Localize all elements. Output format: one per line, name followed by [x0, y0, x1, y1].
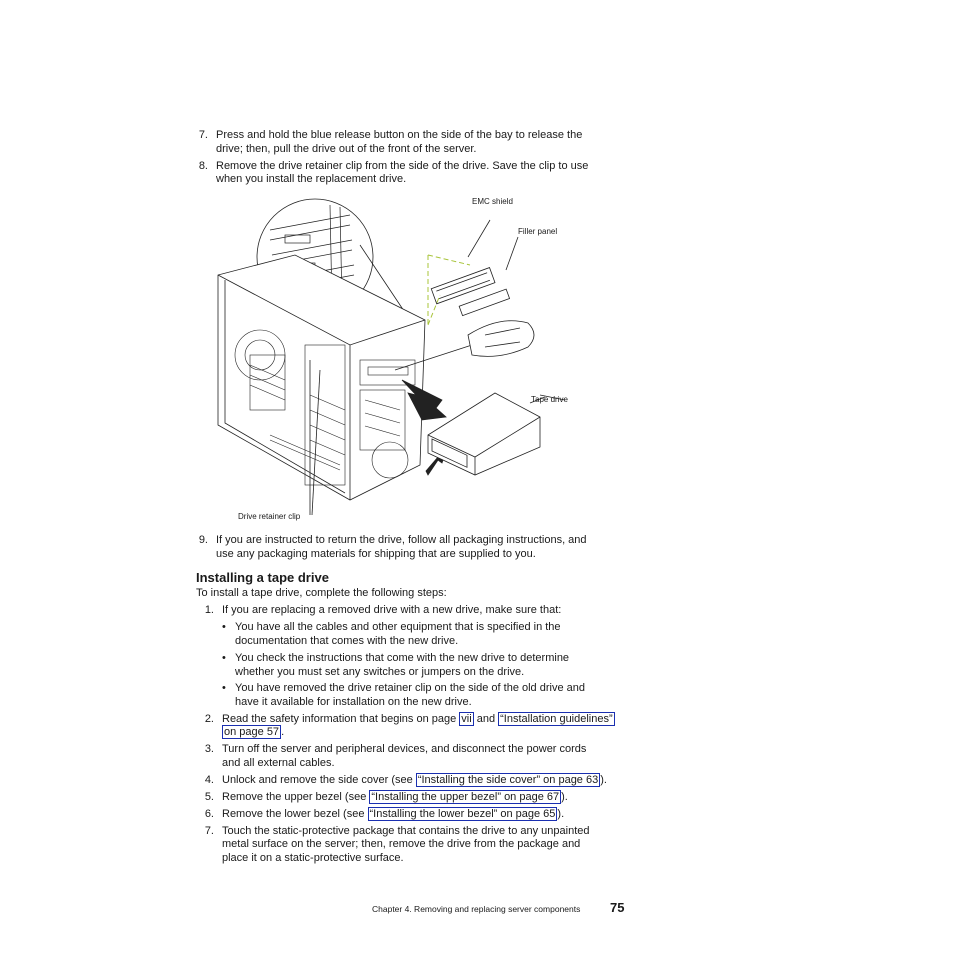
step-text	[222, 807, 564, 821]
step-text: If you are replacing a removed drive with a new drive, make sure that:	[222, 604, 562, 616]
step-text: Remove the drive retainer clip from the side of the drive. Save the clip to use	[216, 160, 589, 172]
emc-shield-label: EMC shield	[472, 197, 513, 206]
step-number: 6.	[204, 808, 214, 820]
step-text: Turn off the server and peripheral devices, and disconnect the power cords	[222, 743, 587, 755]
step-text: Touch the static-protective package that contains the drive to any unpainted	[222, 825, 590, 837]
step-text	[222, 790, 568, 804]
step-text-segment: Unlock and remove the side cover (see	[222, 774, 416, 786]
footer-chapter: Chapter 4. Removing and replacing server components	[372, 904, 581, 914]
bullet-marker: •	[222, 621, 226, 633]
bullet-marker: •	[222, 652, 226, 664]
step-number: 3.	[204, 743, 214, 755]
bullet-text: whether you must set any switches or jumpers on the drive.	[235, 666, 525, 678]
step-number: 9.	[198, 534, 208, 546]
step-number: 8.	[198, 160, 208, 172]
step-text-segment: ).	[557, 808, 565, 820]
step-text: Press and hold the blue release button on the side of the bay to release the	[216, 129, 583, 141]
bullet-text: You check the instructions that come with the new drive to determine	[235, 652, 570, 664]
step-text: drive; then, pull the drive out of the front of the server.	[216, 143, 477, 155]
step-text: metal surface on the server; then, remove the drive from the package and	[222, 838, 581, 850]
section-intro: To install a tape drive, complete the following steps:	[196, 587, 447, 599]
bullet-text: documentation that comes with the new drive.	[235, 635, 459, 647]
link-installing-lower-bezel[interactable]: “Installing the lower bezel” on page 65	[369, 808, 556, 820]
step-number: 7.	[204, 825, 214, 837]
link-installing-side-cover[interactable]: “Installing the side cover” on page 63	[417, 774, 599, 786]
server-tape-drive-figure	[210, 195, 590, 525]
step-text	[222, 773, 607, 787]
link-installing-upper-bezel[interactable]: “Installing the upper bezel” on page 67	[371, 791, 560, 803]
step-text	[222, 712, 615, 726]
link-page-vii[interactable]: vii	[461, 713, 472, 725]
bullet-text: You have removed the drive retainer clip on the side of the old drive and	[235, 682, 585, 694]
step-text-segment: Remove the upper bezel (see	[222, 791, 370, 803]
step-text-segment: and	[473, 713, 499, 725]
step-number: 7.	[198, 129, 208, 141]
bullet-text: You have all the cables and other equipment that is specified in the	[235, 621, 561, 633]
bullet-marker: •	[222, 682, 226, 694]
step-text-segment: Remove the lower bezel (see	[222, 808, 368, 820]
step-text-segment: .	[281, 726, 285, 738]
step-text-segment: Read the safety information that begins on page	[222, 713, 460, 725]
step-text: use any packaging materials for shipping that are supplied to you.	[216, 548, 536, 560]
step-text	[222, 725, 284, 739]
step-number: 5.	[204, 791, 214, 803]
bullet-text: have it available for installation on the new drive.	[235, 696, 472, 708]
step-text: when you install the replacement drive.	[216, 173, 407, 185]
step-number: 1.	[204, 604, 214, 616]
step-number: 2.	[204, 713, 214, 725]
step-text: place it on a static-protective surface.	[222, 852, 404, 864]
tape-drive-label: Tape drive	[531, 395, 568, 404]
step-text: If you are instructed to return the drive, follow all packaging instructions, and	[216, 534, 587, 546]
step-text: and all external cables.	[222, 757, 335, 769]
step-text-segment: ).	[561, 791, 568, 803]
section-title: Installing a tape drive	[196, 570, 329, 585]
step-text-segment: ).	[600, 774, 607, 786]
link-installation-guidelines-page[interactable]: on page 57	[224, 726, 280, 738]
page-number: 75	[610, 900, 625, 915]
step-number: 4.	[204, 774, 214, 786]
drive-retainer-clip-label: Drive retainer clip	[238, 512, 301, 521]
link-installation-guidelines[interactable]: “Installation guidelines”	[500, 713, 613, 725]
filler-panel-label: Filler panel	[518, 227, 558, 236]
